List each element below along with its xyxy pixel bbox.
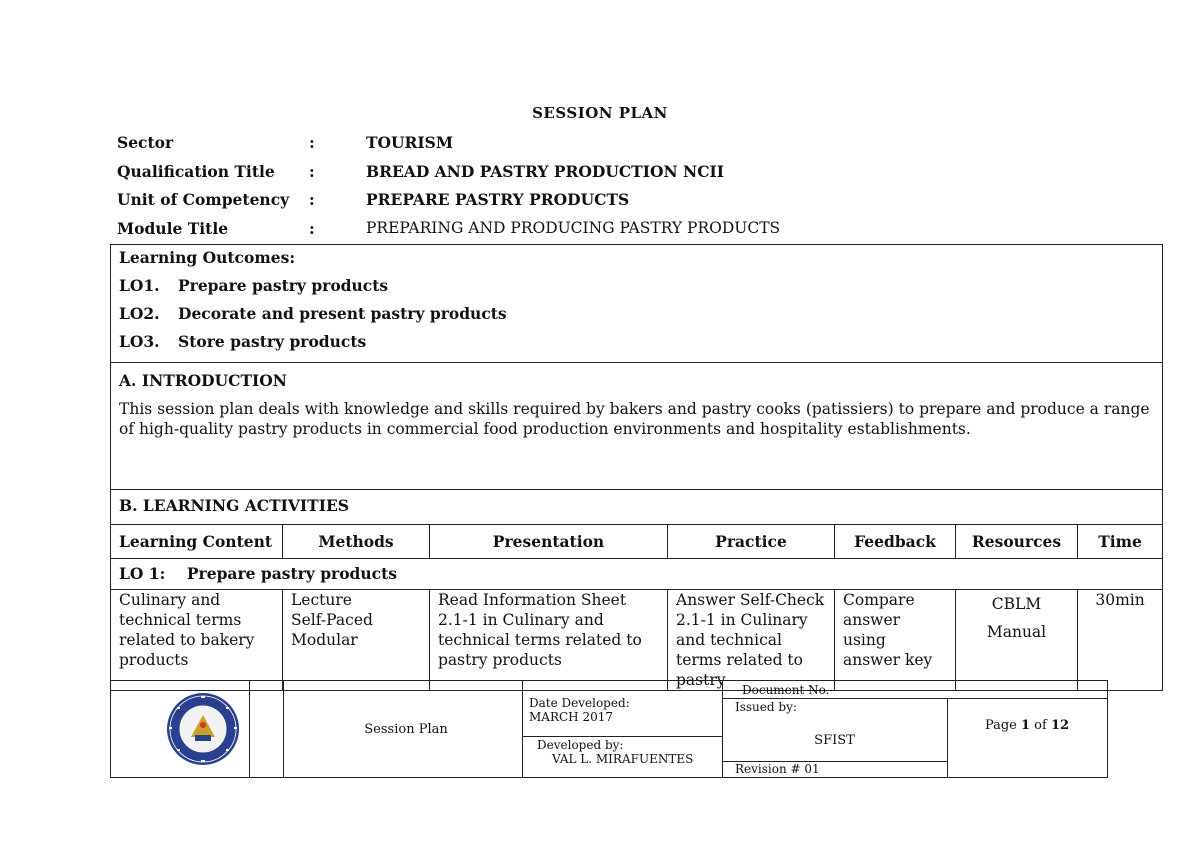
meta-value: TOURISM bbox=[366, 133, 454, 152]
lo-number: LO1. bbox=[119, 276, 160, 295]
column-header: Methods bbox=[283, 525, 430, 559]
meta-colon: : bbox=[309, 133, 315, 152]
meta-value: PREPARING AND PRODUCING PASTRY PRODUCTS bbox=[366, 218, 781, 237]
page-total: 12 bbox=[1050, 718, 1070, 733]
document-no: Document No. bbox=[742, 683, 830, 697]
cell-time: 30min bbox=[1078, 590, 1163, 691]
lo1-row: LO 1: Prepare pastry products bbox=[111, 559, 1163, 590]
lo-text: Store pastry products bbox=[178, 332, 367, 351]
table-row bbox=[111, 590, 1163, 691]
learning-outcome-item bbox=[119, 332, 1154, 352]
issued-by-label: Issued by: bbox=[735, 700, 797, 714]
issued-by-value: SFIST bbox=[814, 733, 855, 748]
date-developed-label: Date Developed: bbox=[529, 696, 630, 710]
footer-session-plan: Session Plan bbox=[364, 722, 448, 737]
revision-number: Revision # 01 bbox=[735, 762, 820, 776]
lo-number: LO3. bbox=[119, 332, 160, 351]
introduction-heading: A. INTRODUCTION bbox=[119, 371, 287, 390]
meta-value: BREAD AND PASTRY PRODUCTION NCII bbox=[366, 161, 725, 181]
developed-by-value: VAL L. MIRAFUENTES bbox=[552, 752, 694, 766]
learning-outcome-item bbox=[119, 276, 1154, 296]
meta-row-qualification bbox=[117, 159, 1167, 188]
learning-outcomes-cell bbox=[111, 245, 1163, 363]
page-title: SESSION PLAN bbox=[532, 104, 668, 122]
cell-feedback: Compare answer using answer key bbox=[835, 590, 956, 691]
cell-content: Culinary and technical terms related to bakery products bbox=[111, 590, 283, 691]
column-header: Practice bbox=[668, 525, 835, 559]
meta-row-module bbox=[117, 216, 1167, 245]
cell-methods: Lecture Self-Paced Modular bbox=[283, 590, 430, 691]
document-footer bbox=[110, 680, 1108, 778]
page-mid: of bbox=[1030, 718, 1051, 733]
cell-practice: Answer Self-Check 2.1-1 in Culinary and technical terms related to pastry bbox=[668, 590, 835, 691]
meta-label: Qualification Title bbox=[117, 161, 275, 181]
meta-value: PREPARE PASTRY PRODUCTS bbox=[366, 190, 630, 209]
meta-colon: : bbox=[309, 218, 315, 238]
session-plan-table bbox=[110, 244, 1163, 691]
meta-label: Sector bbox=[117, 133, 174, 152]
deped-seal-logo bbox=[155, 691, 251, 767]
meta-label: Module Title bbox=[117, 218, 229, 238]
column-header: Resources bbox=[956, 525, 1078, 559]
page-prefix: Page bbox=[984, 718, 1021, 733]
page-current: 1 bbox=[1021, 718, 1031, 733]
meta-colon: : bbox=[309, 190, 315, 209]
column-header: Time bbox=[1078, 525, 1163, 559]
column-header-row bbox=[111, 525, 1163, 559]
cell-presentation: Read Information Sheet 2.1-1 in Culinary and technical terms related to pastry products bbox=[430, 590, 668, 691]
meta-label: Unit of Competency bbox=[117, 190, 290, 209]
lo-text: Prepare pastry products bbox=[178, 276, 389, 295]
learning-activities-cell bbox=[111, 490, 1163, 525]
lo-number: LO2. bbox=[119, 304, 160, 323]
page-indicator bbox=[947, 719, 1107, 733]
introduction-text: This session plan deals with knowledge and skills required by bakers and pastry cooks (patissiers) to prepare and produce a range of high-quality pastry products in commercial food production environments and hospitality establishments. bbox=[119, 400, 1150, 438]
meta-row-sector bbox=[117, 130, 1167, 159]
column-header: Learning Content bbox=[111, 525, 283, 559]
column-header: Feedback bbox=[835, 525, 956, 559]
learning-outcome-item bbox=[119, 304, 1154, 324]
meta-colon: : bbox=[309, 161, 315, 181]
cell-resources: CBLM Manual bbox=[956, 590, 1078, 691]
learning-outcomes-heading: Learning Outcomes: bbox=[119, 248, 296, 267]
lo-text: Decorate and present pastry products bbox=[178, 304, 507, 323]
learning-activities-heading: B. LEARNING ACTIVITIES bbox=[119, 496, 349, 515]
column-header: Presentation bbox=[430, 525, 668, 559]
date-developed-value: MARCH 2017 bbox=[529, 710, 613, 724]
header-meta bbox=[117, 130, 1167, 244]
meta-row-unit bbox=[117, 187, 1167, 216]
introduction-cell bbox=[111, 363, 1163, 490]
developed-by-label: Developed by: bbox=[537, 738, 624, 752]
